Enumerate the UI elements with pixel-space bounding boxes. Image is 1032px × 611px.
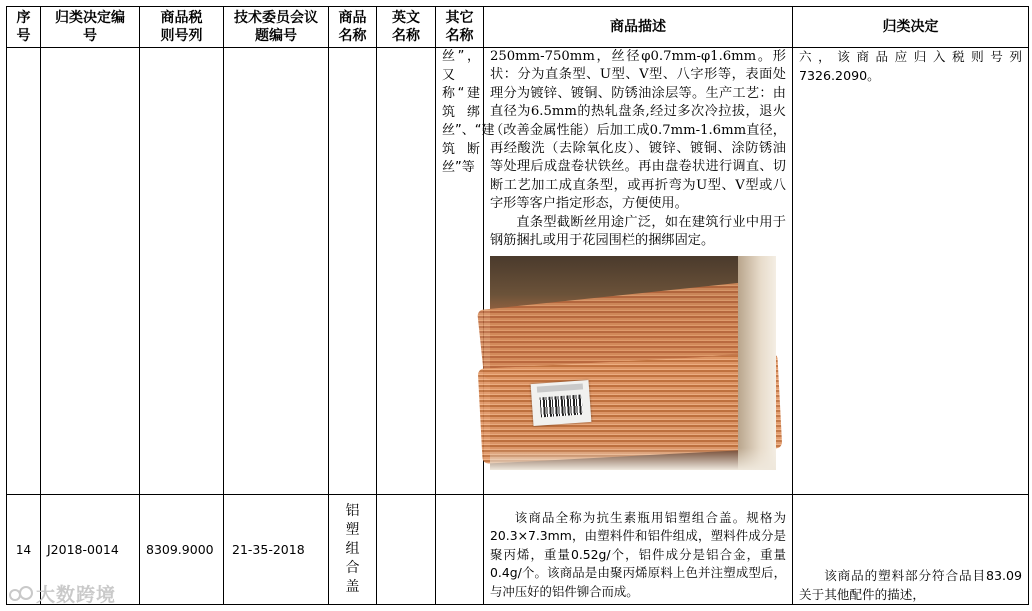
cell-name-en xyxy=(377,495,436,605)
header-decision: 归类决定 xyxy=(793,7,1029,48)
cell-other-name xyxy=(436,495,484,605)
desc-paragraph: 直条型截断丝用途广泛，如在建筑行业中用于钢筋捆扎或用于花园围栏的捆绑固定。 xyxy=(490,214,786,249)
cell-name-en xyxy=(377,48,436,495)
decision-text: 该商品的塑料部分符合品目83.09关于其他配件的描述， xyxy=(799,568,1022,602)
cell-decision xyxy=(793,495,1029,605)
cell-tariff xyxy=(140,48,224,495)
header-name-en: 英文名称 xyxy=(377,7,436,48)
cell-seq: 14 xyxy=(7,495,41,605)
header-seq: 序号 xyxy=(7,7,41,48)
cell-tariff: 8309.9000 xyxy=(140,495,224,605)
product-photo xyxy=(490,256,776,470)
cell-name-cn xyxy=(329,48,377,495)
header-name-cn: 商品名称 xyxy=(329,7,377,48)
desc-paragraph: 250mm-750mm，丝径φ0.7mm-φ1.6mm。形状：分为直条型、U型、V型、八字形等，表面处理分为镀锌、镀铜、防锈油涂层等。生产工艺：由直径为6.5mm的热轧盘条,经过多次冷拉拔，退火（改善金属性能）后加工成0.7mm-1.6mm直径，再经酸洗（去除氧化皮）、镀锌、镀铜、涂防锈油等处理后成盘卷状铁丝。再由盘卷状进行调直、切断工艺加工成直条型，或再折弯为U型、V型或八字形等客户指定形态，方便使用。 xyxy=(490,49,786,212)
cell-desc xyxy=(484,48,793,495)
cell-committee-no xyxy=(224,48,329,495)
watermark-text: 大数跨境 xyxy=(36,584,117,606)
cell-decision: 六，该商品应归入税则号列7326.2090。 xyxy=(793,48,1029,495)
cell-decision-no: J2018-0014 xyxy=(41,495,140,605)
table-row xyxy=(7,495,1029,605)
cell-other-name: 丝”，又称“建筑绑丝”、“建筑断丝”等 xyxy=(436,48,484,495)
header-desc: 商品描述 xyxy=(484,7,793,48)
cell-desc xyxy=(484,495,793,605)
header-row xyxy=(7,7,1029,48)
table-row xyxy=(7,48,1029,495)
cell-seq xyxy=(7,48,41,495)
header-decision-no: 归类决定编号 xyxy=(41,7,140,48)
cell-committee-no: 21-35-2018 xyxy=(224,495,329,605)
desc-paragraph: 该商品全称为抗生素瓶用铝塑组合盖。规格为20.3×7.3mm，由塑料件和铝件组成，塑料件成分是聚丙烯，重量0.52g/个，铝件成分是铝合金，重量0.4g/个。该商品是由聚丙烯原料上色并注塑成型后，与冲压好的铝件铆合而成。 xyxy=(490,510,786,599)
classification-table xyxy=(6,6,1029,605)
brand-logo-icon xyxy=(8,584,34,604)
cell-name-cn: 铝塑组合盖 xyxy=(329,495,377,605)
cell-decision-no xyxy=(41,48,140,495)
watermark xyxy=(8,580,116,607)
header-committee-no: 技术委员会议题编号 xyxy=(224,7,329,48)
header-tariff: 商品税则号列 xyxy=(140,7,224,48)
header-other-name: 其它名称 xyxy=(436,7,484,48)
